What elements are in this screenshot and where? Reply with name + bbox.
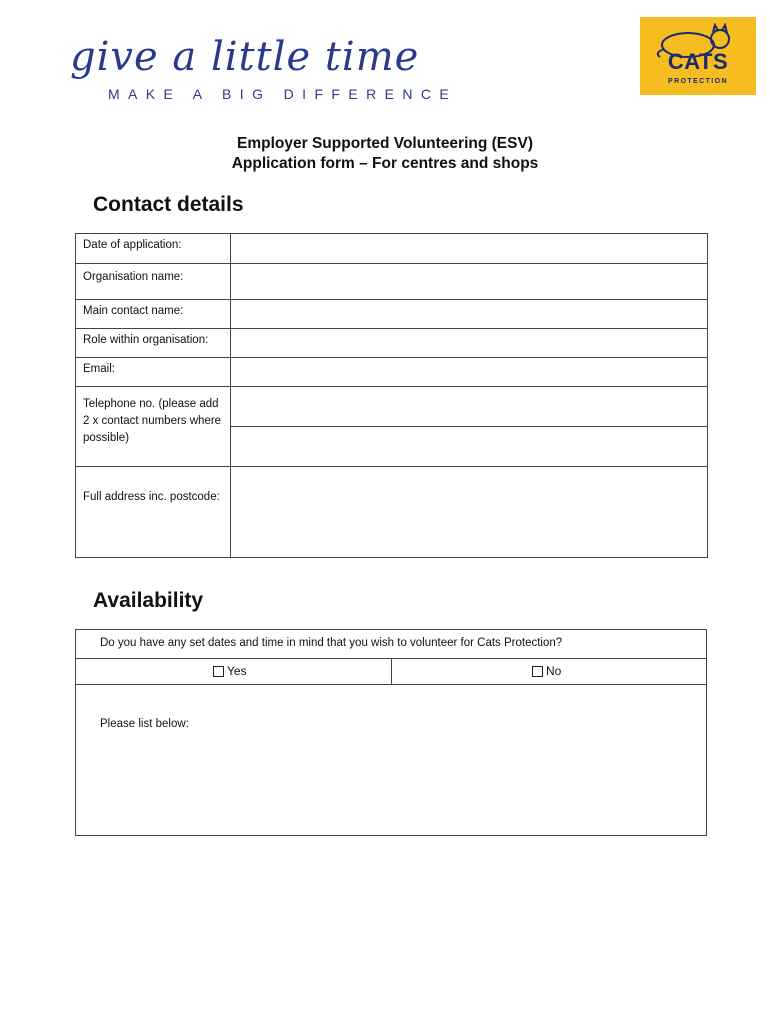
email-label: Email: <box>76 358 231 387</box>
yes-label: Yes <box>227 664 247 678</box>
organisation-input[interactable] <box>231 264 708 300</box>
telephone-input-1[interactable] <box>231 387 708 427</box>
availability-box <box>75 629 707 836</box>
brand-sub: PROTECTION <box>668 78 728 85</box>
yes-option[interactable] <box>213 664 247 678</box>
logo-tagline: MAKE A BIG DIFFERENCE <box>108 86 458 102</box>
email-input[interactable] <box>231 358 708 387</box>
logo-script-text: give a little time <box>70 34 420 80</box>
role-input[interactable] <box>231 329 708 358</box>
yes-checkbox[interactable] <box>213 666 224 677</box>
list-label: Please list below: <box>100 718 189 730</box>
address-input[interactable] <box>231 467 708 558</box>
no-label: No <box>546 664 562 678</box>
organisation-label: Organisation name: <box>76 264 231 300</box>
date-input[interactable] <box>231 234 708 264</box>
telephone-label: Telephone no. (please add 2 x contact numbers where possible) <box>76 387 231 467</box>
no-option[interactable] <box>532 664 561 678</box>
role-label: Role within organisation: <box>76 329 231 358</box>
heading-line-2: Application form – For centres and shops <box>231 155 539 172</box>
telephone-input-2[interactable] <box>231 427 708 467</box>
address-label: Full address inc. postcode: <box>76 467 231 558</box>
no-checkbox[interactable] <box>532 666 543 677</box>
heading-line-1: Employer Supported Volunteering (ESV) <box>237 135 533 152</box>
brand-name: CATS <box>667 49 729 74</box>
main-contact-input[interactable] <box>231 300 708 329</box>
divider <box>76 684 706 685</box>
cats-protection-logo <box>640 17 756 95</box>
contact-details-table <box>75 233 708 558</box>
contact-details-title: Contact details <box>93 193 244 216</box>
availability-question: Do you have any set dates and time in mind that you wish to volunteer for Cats Protection? <box>100 637 563 649</box>
main-contact-label: Main contact name: <box>76 300 231 329</box>
form-heading <box>0 134 770 174</box>
give-a-little-time-logo <box>70 34 458 106</box>
divider <box>391 658 392 684</box>
availability-title: Availability <box>93 589 204 612</box>
date-label: Date of application: <box>76 234 231 264</box>
